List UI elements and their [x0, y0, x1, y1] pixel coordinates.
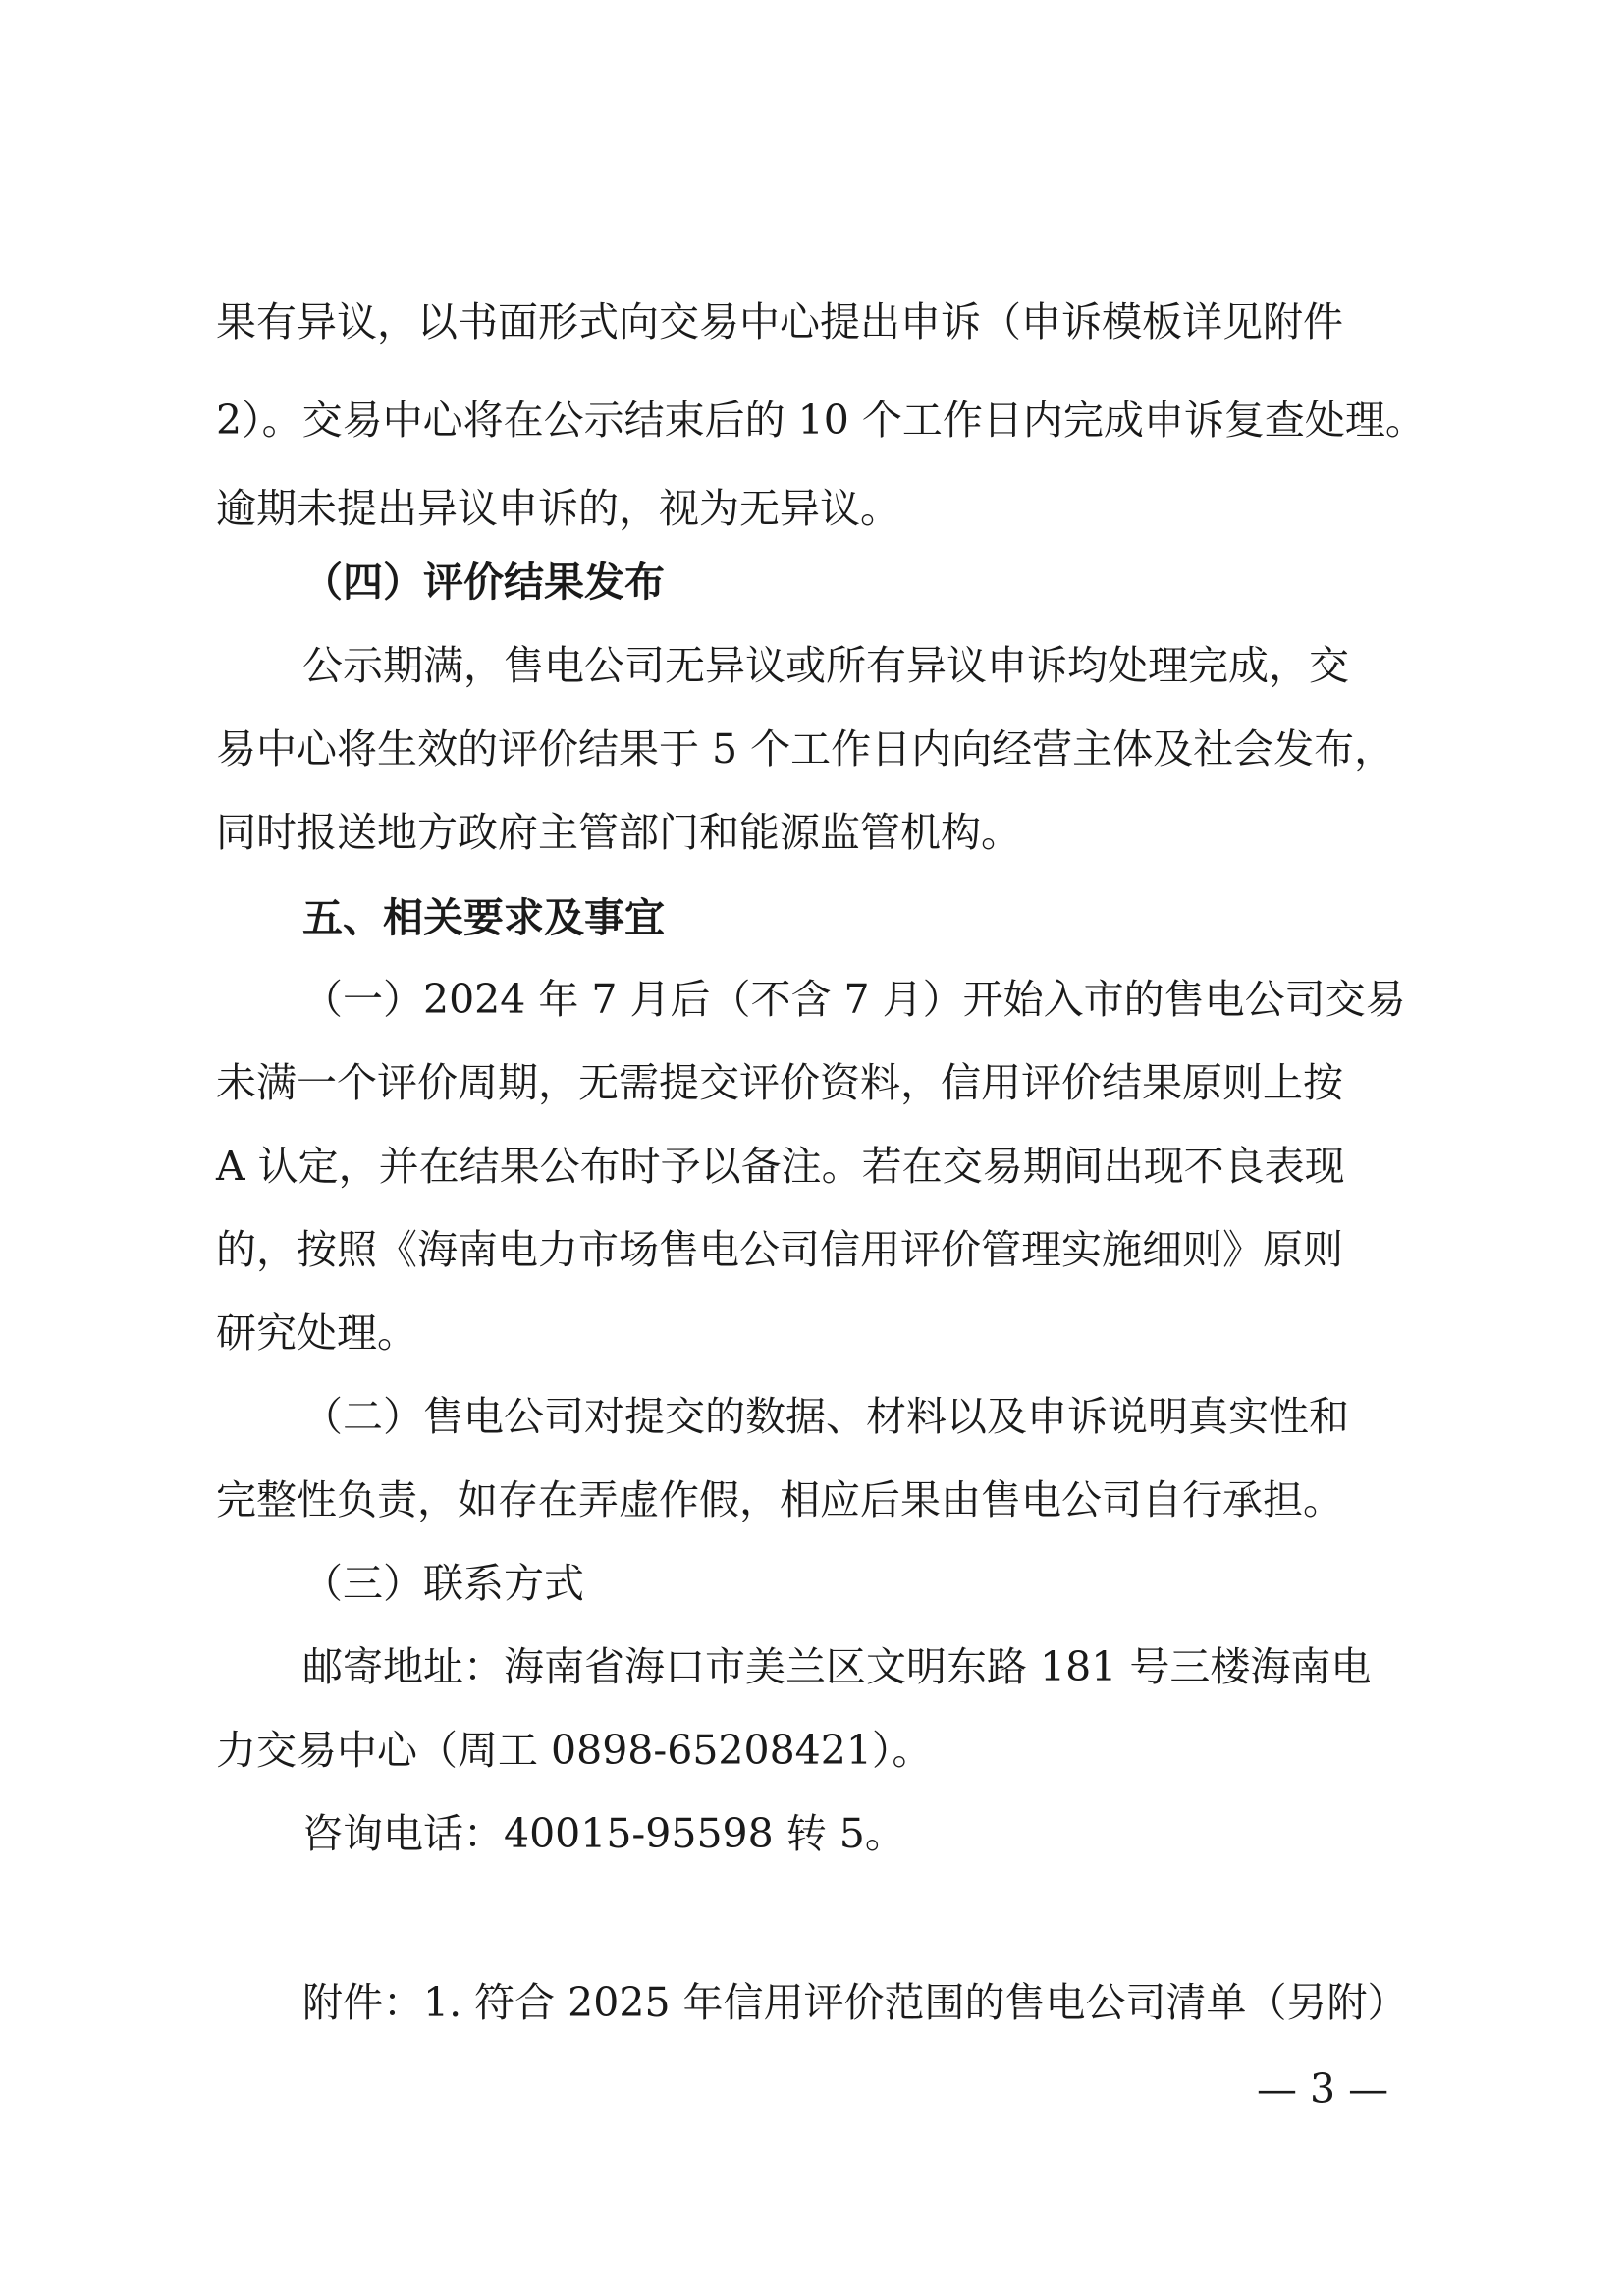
body-line-13: 研究处理。: [216, 1309, 417, 1357]
section-heading-4: （四）评价结果发布: [302, 559, 665, 606]
section-heading-five: 五、相关要求及事宜: [302, 894, 665, 941]
body-line-14: （二）售电公司对提交的数据、材料以及申诉说明真实性和: [302, 1393, 1349, 1440]
body-line-12: 的，按照《海南电力市场售电公司信用评价管理实施细则》原则: [216, 1226, 1343, 1273]
contact-heading: （三）联系方式: [302, 1560, 584, 1607]
body-line-10: 未满一个评价周期，无需提交评价资料，信用评价结果原则上按: [216, 1059, 1343, 1106]
attachment-line: 附件：1. 符合 2025 年信用评价范围的售电公司清单（另附）: [302, 1979, 1408, 2026]
body-line-2: 2）。交易中心将在公示结束后的 10 个工作日内完成申诉复查处理。: [216, 397, 1426, 444]
mailing-address-cont: 力交易中心（周工 0898-65208421）。: [216, 1727, 933, 1774]
consult-phone: 咨询电话：40015-95598 转 5。: [302, 1810, 905, 1857]
body-line-1: 果有异议，以书面形式向交易中心提出申诉（申诉模板详见附件: [216, 298, 1343, 346]
page-number: — 3 —: [1257, 2065, 1389, 2112]
mailing-address: 邮寄地址：海南省海口市美兰区文明东路 181 号三楼海南电: [302, 1643, 1372, 1690]
body-line-7: 同时报送地方政府主管部门和能源监管机构。: [216, 809, 1021, 856]
body-line-3: 逾期未提出异议申诉的，视为无异议。: [216, 485, 900, 532]
body-line-6: 易中心将生效的评价结果于 5 个工作日内向经营主体及社会发布，: [216, 725, 1395, 773]
body-line-9: （一）2024 年 7 月后（不含 7 月）开始入市的售电公司交易: [302, 976, 1406, 1023]
body-line-11: A 认定，并在结果公布时予以备注。若在交易期间出现不良表现: [216, 1143, 1345, 1190]
body-line-5: 公示期满，售电公司无异议或所有异议申诉均处理完成，交: [302, 642, 1349, 689]
body-line-15: 完整性负责，如存在弄虚作假，相应后果由售电公司自行承担。: [216, 1476, 1343, 1523]
